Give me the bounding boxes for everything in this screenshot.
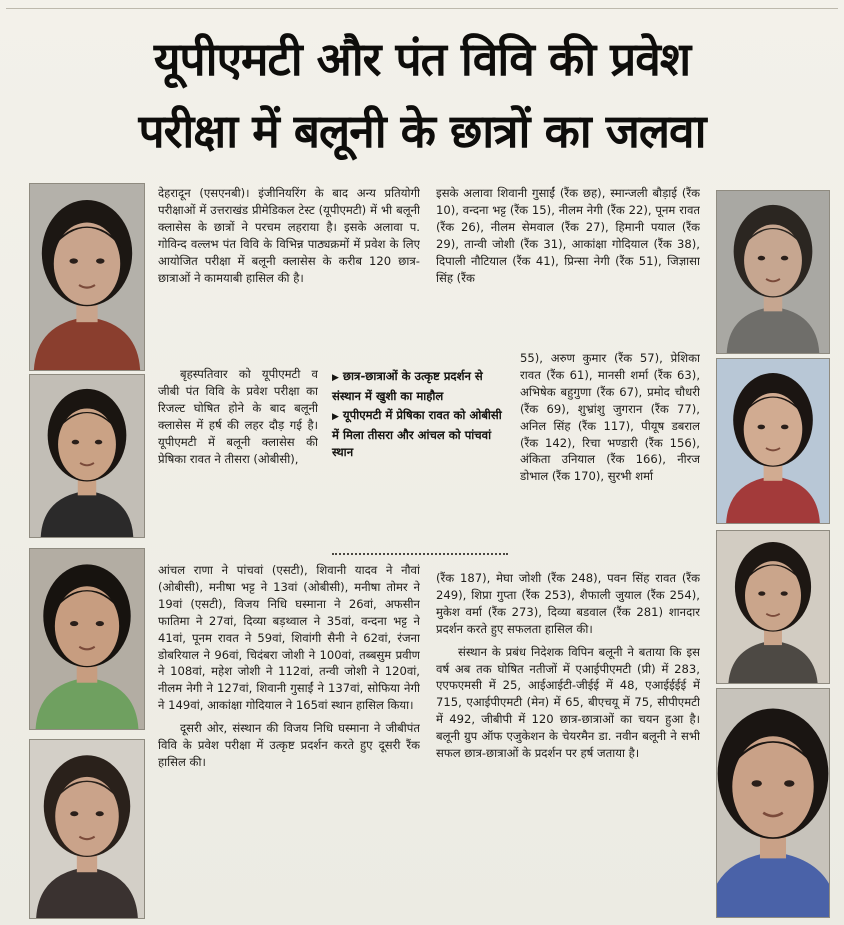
article-paragraph: आंचल राणा ने पांचवां (एसटी), शिवानी यादव ने नौवां (ओबीसी), मनीषा भट्ट ने 13वां (ओबीसी), मनीषा तोमर ने 19वां (एसटी), विजय निधि घस्माना ने 26वां, अफसीन फातिमा ने 27वां, दिव्या बड़थ्वाल ने 35वां, वन्दना भट्ट ने 41वां, पूनम रावत ने 59वां, शिवांगी सैनी ने 62वां, रंजना डोबरियाल ने 96वां, चिदंबरा जोशी ने 100वां, तब्बसुम प्रवीण ने 108वां, महेश जोशी ने 112वां, तन्वी जोशी ने 120वां, नीलम नेगी ने 127वां, शिवानी गुसाईं ने 137वां, सोफिया नेगी ने 149वां, आकांक्षा गोदियाल ने 165वां स्थान हासिल किया।: [158, 563, 420, 713]
student-photo-right-4: [716, 688, 830, 918]
triangle-bullet-icon: ▶: [332, 412, 339, 422]
article-column-left-top: [158, 185, 420, 368]
headline-line-2: परीक्षा में बलूनी के छात्रों का जलवा: [138, 104, 706, 158]
student-photo-left-1: [29, 183, 145, 371]
article-paragraph: 55), अरुण कुमार (रैंक 57), प्रेशिका रावत (रैंक 61), मानसी शर्मा (रैंक 63), अभिषेक बहुगुणा (रैंक 67), प्रमोद चौधरी (रैंक 69), शुभ्रांशु जुगरान (रैंक 77), अनिल सिंह (रैंक 117), पीयूष डबराल (रैंक 142), रिचा भण्डारी (रैंक 156), अंकिता उनियाल (रैंक 166), नीरज डोभाल (रैंक 170), सुरभी शर्मा: [520, 351, 700, 484]
highlight-item: ▶ यूपीएमटी में प्रेषिका रावत को ओबीसी में मिला तीसरा और आंचल को पांचवां स्थान: [332, 408, 502, 459]
article-paragraph: बृहस्पतिवार को यूपीएमटी व जीबी पंत विवि के प्रवेश परीक्षा का रिजल्ट घोषित होने के बाद बलूनी क्लासेस में हर्ष की लहर दौड़ गई है। यूपीएमटी में बलूनी क्लासेस की प्रेषिका रावत ने तीसरा (ओबीसी),: [158, 367, 318, 466]
article-paragraph: संस्थान के प्रबंध निदेशक विपिन बलूनी ने बताया कि इस वर्ष अब तक घोषित नतीजों में एआईपीएमटी (प्री) में 283, एएफएमसी में 25, आईआईटी-जीईई में 48, एआईईईई में 715, एआईपीएमटी (मेन) में 65, बीएचयू में 75, सीपीएमटी में 492, जीबीपी में 120 छात्र-छात्राओं का चयन हुआ है। बलूनी ग्रुप ऑफ एजुकेशन के चेयरमैन डा. नवीन बलूनी ने सभी सफल छात्र-छात्राओं के प्रदर्शन पर हर्ष जताया है।: [436, 644, 700, 761]
student-photo-right-1: [716, 190, 830, 354]
article-column-left-bottom: [158, 562, 420, 912]
top-rule: [6, 8, 838, 9]
highlight-item: ▶ छात्र-छात्राओं के उत्कृष्ट प्रदर्शन से संस्थान में खुशी का माहौल: [332, 369, 483, 403]
headline-line-1: यूपीएमटी और पंत विवि की प्रवेश: [153, 32, 691, 86]
article-paragraph: इसके अलावा शिवानी गुसाईं (रैंक छह), स्मान्जली बौड़ाई (रैंक 10), वन्दना भट्ट (रैंक 15), नीलम नेगी (रैंक 22), पूनम रावत (रैंक 26), नीलम सेमवाल (रैंक 27), हिमानी पयाल (रैंक 29), तान्वी जोशी (रैंक 31), आकांक्षा गोदियाल (रैंक 38), दिपाली नौटियाल (रैंक 41), प्रिन्सा नेगी (रैंक 51), जिज्ञासा सिंह (रैंक: [436, 186, 700, 285]
article-paragraph: (रैंक 187), मेघा जोशी (रैंक 248), पवन सिंह रावत (रैंक 249), शिप्रा गुप्ता (रैंक 253), शैफाली जुयाल (रैंक 254), मुकेश वर्मा (रैंक 273), दिव्या बडवाल (रैंक 281) शानदार प्रदर्शन करते हुए सफलता हासिल की।: [436, 571, 700, 636]
article-paragraph: दूसरी ओर, संस्थान की विजय निधि घस्माना ने जीबीपंत विवि के प्रवेश परीक्षा में उत्कृष्ट प्रदर्शन करते हुए दूसरी रैंक हासिल की।: [158, 721, 420, 769]
triangle-bullet-icon: ▶: [332, 373, 339, 383]
student-photo-left-2: [29, 374, 145, 538]
article-column-left-narrow: [158, 366, 318, 560]
article-column-right-narrow: [520, 350, 700, 568]
highlight-divider: [332, 553, 508, 555]
article-column-right-top: [436, 185, 700, 353]
student-photo-right-3: [716, 530, 830, 684]
student-photo-right-2: [716, 358, 830, 524]
article-column-right-bottom: [436, 570, 700, 912]
highlight-box: [332, 368, 508, 464]
student-photo-left-3: [29, 548, 145, 730]
student-photo-left-4: [29, 739, 145, 919]
article-paragraph: देहरादून (एसएनबी)। इंजीनियरिंग के बाद अन्य प्रतियोगी परीक्षाओं में उत्तराखंड प्रीमेडिकल टेस्ट (यूपीएमटी) में भी बलूनी क्लासेस के छात्रों ने परचम लहराया है। इसके अलावा प. गोविन्द वल्लभ पंत विवि के विभिन्न पाठ्यक्रमों में प्रवेश के लिए आयोजित परीक्षा में बलूनी क्लासेस के करीब 120 छात्र-छात्राओं ने कामयाबी हासिल की है।: [158, 186, 420, 285]
